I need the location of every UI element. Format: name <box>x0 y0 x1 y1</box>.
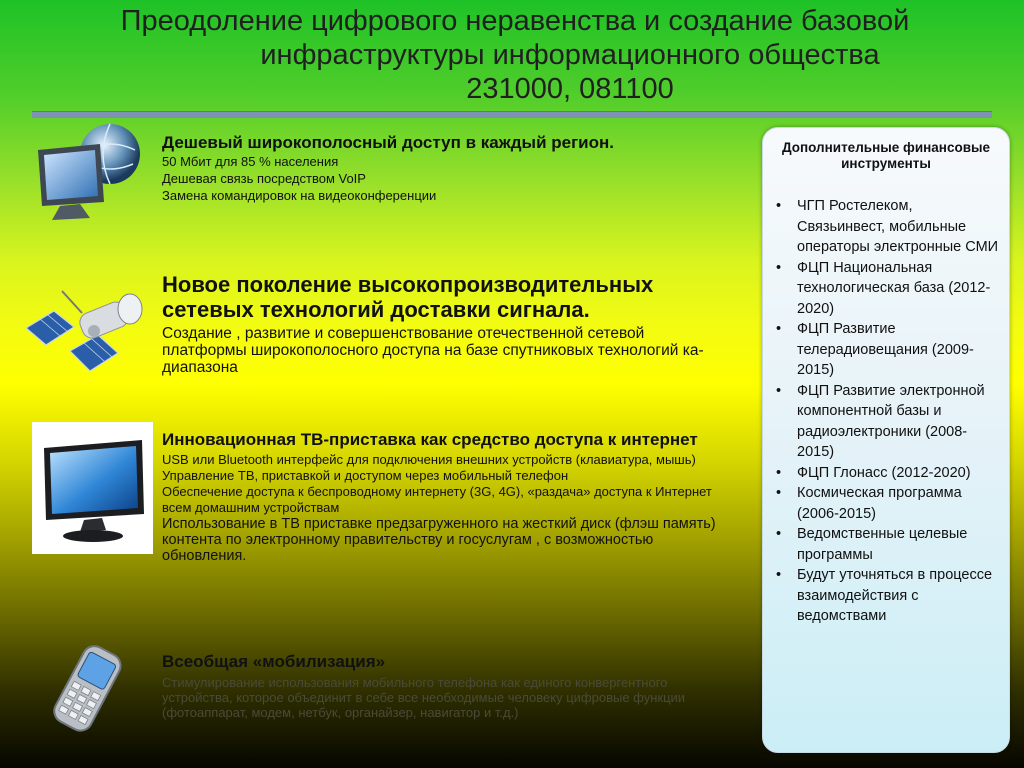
panel-list-item: • Ведомственные целевые программы <box>797 524 1001 565</box>
slide-title-line-2: инфраструктуры информационного общества <box>260 39 880 71</box>
panel-list-item: • ФЦП Развитие электронной компонентной базы и радиоэлектроники (2008-2015) <box>797 381 1001 463</box>
section-item: 50 Мбит для 85 % населения <box>162 154 339 169</box>
slide-title-line-3: 231000, 081100 <box>466 73 674 105</box>
section-item: Использование в ТВ приставке предзагруженного на жесткий диск (флэш память) контента по электронному правительству и госуслугам , с возможностью обновления. <box>162 516 716 564</box>
section-heading: Всеобщая «мобилизация» <box>162 652 386 671</box>
financial-instruments-panel <box>762 127 1010 753</box>
section-network-technologies <box>162 272 722 376</box>
section-heading: Дешевый широкополосный доступ в каждый регион. <box>162 133 614 152</box>
section-item: Управление ТВ, приставкой и доступом через мобильный телефон <box>162 468 569 483</box>
satellite-icon <box>22 283 152 378</box>
panel-list-item: • ЧГП Ростелеком, Связьинвест, мобильные операторы электронные СМИ <box>797 196 1001 258</box>
slide-title <box>40 4 990 106</box>
section-item: Замена командировок на видеоконференции <box>162 188 437 203</box>
panel-list-item: • ФЦП Глонасс (2012-2020) <box>797 463 1001 484</box>
tv-monitor-icon <box>32 422 153 554</box>
section-heading: Инновационная ТВ-приставка как средство доступа к интернет <box>162 430 698 449</box>
section-mobilization <box>162 652 722 720</box>
section-item: Создание , развитие и совершенствование отечественной сетевой платформы широкополосного доступа на базе спутниковых технологий ка-диапазона <box>162 325 704 376</box>
panel-list-item: • Будут уточняться в процессе взаимодействия с ведомствами <box>797 565 1001 627</box>
section-item: Стимулирование использования мобильного телефона как единого конвергентного устройства, которое объединит в себе все необходимые человеку цифровые функции (фотоаппарат, модем, нетбук, органайзер, навигатор и т.д.) <box>162 675 686 720</box>
section-item: USB или Bluetooth интерфейс для подключения внешних устройств (клавиатура, мышь) <box>162 452 696 467</box>
panel-list-item: • ФЦП Национальная технологическая база (2012-2020) <box>797 258 1001 320</box>
section-heading: Новое поколение высокопроизводительных сетевых технологий доставки сигнала. <box>162 272 654 322</box>
panel-list-item: • ФЦП Развитие телерадиовещания (2009-2015) <box>797 319 1001 381</box>
section-broadband <box>162 133 662 204</box>
section-tv-set-top-box <box>162 430 732 564</box>
section-item: Обеспечение доступа к беспроводному интернету (3G, 4G), «раздача» доступа к Интернет всем домашним устройствам <box>162 484 712 515</box>
panel-heading: Дополнительные финансовые инструменты <box>781 140 991 171</box>
panel-list-item: • Космическая программа (2006-2015) <box>797 483 1001 524</box>
monitor-globe-icon <box>30 120 145 225</box>
section-item: Дешевая связь посредством VoIP <box>162 171 366 186</box>
title-divider <box>32 111 992 118</box>
panel-list <box>763 196 1009 627</box>
slide-title-line-1: Преодоление цифрового неравенства и создание базовой <box>120 5 910 37</box>
mobile-phone-icon <box>40 640 135 735</box>
